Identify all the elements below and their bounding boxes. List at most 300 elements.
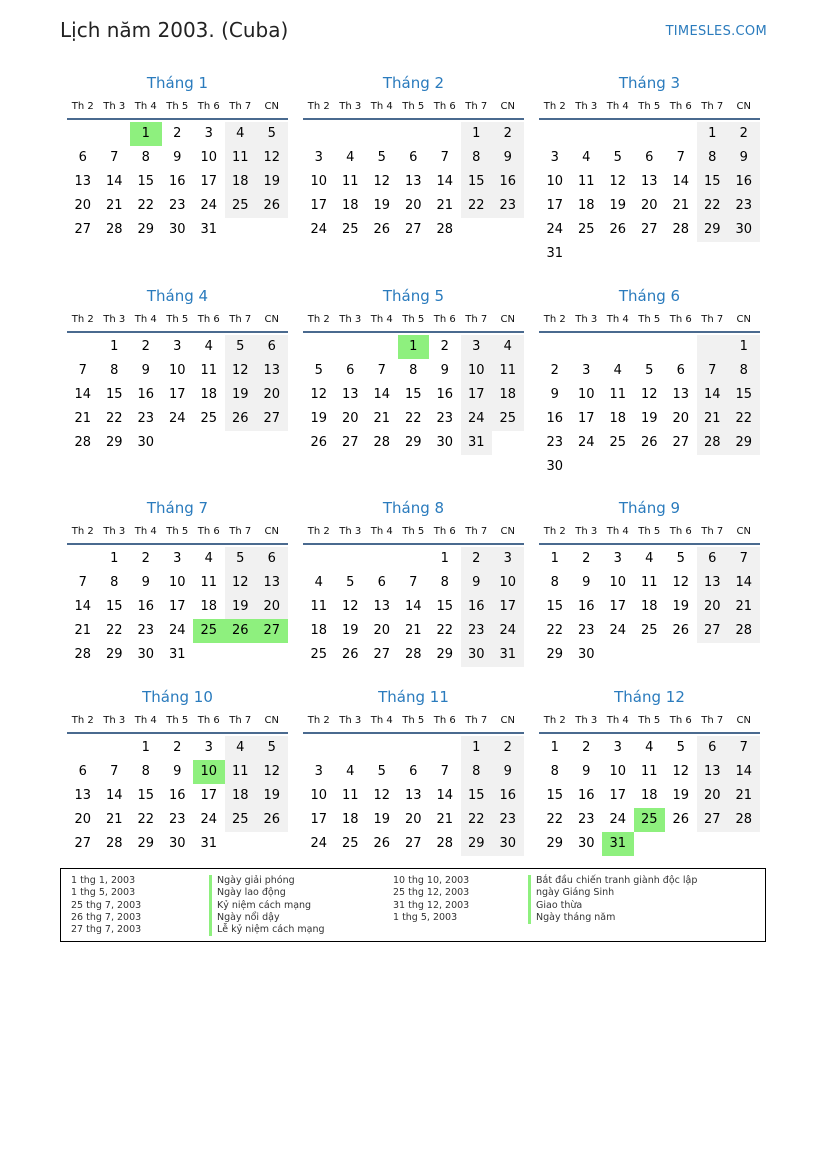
day-cell[interactable]: 27: [256, 619, 288, 643]
day-cell[interactable]: 19: [256, 170, 288, 194]
day-cell[interactable]: 21: [697, 407, 729, 431]
day-cell[interactable]: 12: [672, 764, 690, 779]
day-cell[interactable]: 10: [168, 575, 186, 590]
day-cell[interactable]: 21: [74, 623, 92, 638]
day-cell[interactable]: 30: [436, 435, 454, 450]
day-cell[interactable]: 31: [492, 643, 524, 667]
day-cell[interactable]: 21: [105, 198, 123, 213]
day-cell[interactable]: 25: [200, 411, 218, 426]
day-cell[interactable]: 5: [225, 547, 257, 571]
day-cell[interactable]: 11: [640, 764, 658, 779]
day-cell[interactable]: 25: [609, 435, 627, 450]
day-cell[interactable]: 28: [105, 836, 123, 851]
day-cell[interactable]: 2: [141, 339, 150, 354]
day-cell[interactable]: 2: [550, 363, 559, 378]
day-cell[interactable]: 18: [640, 599, 658, 614]
day-cell[interactable]: 13: [697, 571, 729, 595]
day-cell[interactable]: 1: [461, 736, 493, 760]
day-cell[interactable]: 3: [204, 126, 213, 141]
day-cell[interactable]: 9: [141, 575, 150, 590]
day-cell[interactable]: 14: [436, 174, 454, 189]
day-cell[interactable]: 29: [105, 435, 123, 450]
day-cell[interactable]: 9: [173, 150, 182, 165]
day-cell[interactable]: 6: [78, 150, 87, 165]
day-cell[interactable]: 5: [346, 575, 355, 590]
day-cell[interactable]: 9: [492, 760, 524, 784]
day-cell[interactable]: 4: [346, 150, 355, 165]
day-cell[interactable]: 30: [168, 222, 186, 237]
day-cell[interactable]: 24: [546, 222, 564, 237]
day-cell[interactable]: 12: [225, 359, 257, 383]
day-cell[interactable]: 9: [728, 146, 760, 170]
day-cell[interactable]: 24: [609, 623, 627, 638]
day-cell[interactable]: 3: [204, 740, 213, 755]
day-cell[interactable]: 2: [461, 547, 493, 571]
day-cell[interactable]: 22: [697, 194, 729, 218]
day-cell[interactable]: 12: [640, 387, 658, 402]
day-cell[interactable]: 27: [404, 836, 422, 851]
day-cell[interactable]: 11: [577, 174, 595, 189]
day-cell[interactable]: 11: [492, 359, 524, 383]
day-cell[interactable]: 19: [225, 595, 257, 619]
day-cell[interactable]: 11: [225, 146, 257, 170]
day-cell[interactable]: 16: [492, 784, 524, 808]
day-cell[interactable]: 24: [168, 623, 186, 638]
day-cell[interactable]: 11: [310, 599, 328, 614]
day-cell[interactable]: 26: [310, 435, 328, 450]
day-cell[interactable]: 16: [577, 599, 595, 614]
day-cell[interactable]: 22: [404, 411, 422, 426]
day-cell[interactable]: 1: [398, 335, 430, 359]
day-cell[interactable]: 31: [602, 832, 634, 856]
day-cell[interactable]: 27: [256, 407, 288, 431]
day-cell[interactable]: 17: [200, 788, 218, 803]
day-cell[interactable]: 24: [200, 198, 218, 213]
day-cell[interactable]: 3: [550, 150, 559, 165]
day-cell[interactable]: 29: [461, 832, 493, 856]
day-cell[interactable]: 26: [341, 647, 359, 662]
day-cell[interactable]: 7: [440, 764, 449, 779]
day-cell[interactable]: 3: [492, 547, 524, 571]
day-cell[interactable]: 30: [137, 647, 155, 662]
day-cell[interactable]: 16: [168, 788, 186, 803]
day-cell[interactable]: 26: [609, 222, 627, 237]
day-cell[interactable]: 8: [110, 363, 119, 378]
day-cell[interactable]: 10: [310, 788, 328, 803]
day-cell[interactable]: 18: [200, 387, 218, 402]
day-cell[interactable]: 6: [346, 363, 355, 378]
day-cell[interactable]: 3: [461, 335, 493, 359]
day-cell[interactable]: 19: [609, 198, 627, 213]
day-cell[interactable]: 1: [461, 122, 493, 146]
day-cell[interactable]: 5: [676, 551, 685, 566]
day-cell[interactable]: 16: [168, 174, 186, 189]
day-cell[interactable]: 17: [310, 198, 328, 213]
day-cell[interactable]: 16: [546, 411, 564, 426]
day-cell[interactable]: 5: [256, 736, 288, 760]
day-cell[interactable]: 5: [676, 740, 685, 755]
day-cell[interactable]: 28: [672, 222, 690, 237]
day-cell[interactable]: 8: [728, 359, 760, 383]
day-cell[interactable]: 6: [645, 150, 654, 165]
day-cell[interactable]: 26: [640, 435, 658, 450]
day-cell[interactable]: 30: [577, 836, 595, 851]
day-cell[interactable]: 14: [74, 599, 92, 614]
day-cell[interactable]: 23: [137, 411, 155, 426]
day-cell[interactable]: 12: [256, 760, 288, 784]
day-cell[interactable]: 9: [461, 571, 493, 595]
day-cell[interactable]: 8: [550, 575, 559, 590]
day-cell[interactable]: 13: [341, 387, 359, 402]
day-cell[interactable]: 16: [492, 170, 524, 194]
day-cell[interactable]: 25: [225, 808, 257, 832]
day-cell[interactable]: 11: [200, 363, 218, 378]
day-cell[interactable]: 9: [173, 764, 182, 779]
day-cell[interactable]: 8: [110, 575, 119, 590]
day-cell[interactable]: 10: [609, 764, 627, 779]
day-cell[interactable]: 30: [461, 643, 493, 667]
day-cell[interactable]: 8: [409, 363, 418, 378]
day-cell[interactable]: 13: [404, 788, 422, 803]
day-cell[interactable]: 13: [256, 571, 288, 595]
day-cell[interactable]: 27: [74, 222, 92, 237]
day-cell[interactable]: 4: [204, 339, 213, 354]
day-cell[interactable]: 8: [550, 764, 559, 779]
day-cell[interactable]: 2: [492, 736, 524, 760]
day-cell[interactable]: 4: [225, 736, 257, 760]
day-cell[interactable]: 3: [613, 740, 622, 755]
day-cell[interactable]: 25: [193, 619, 225, 643]
day-cell[interactable]: 23: [577, 812, 595, 827]
day-cell[interactable]: 27: [74, 836, 92, 851]
day-cell[interactable]: 4: [225, 122, 257, 146]
day-cell[interactable]: 11: [341, 174, 359, 189]
day-cell[interactable]: 27: [373, 647, 391, 662]
day-cell[interactable]: 28: [728, 808, 760, 832]
day-cell[interactable]: 10: [492, 571, 524, 595]
day-cell[interactable]: 20: [256, 383, 288, 407]
day-cell[interactable]: 20: [256, 595, 288, 619]
day-cell[interactable]: 19: [672, 788, 690, 803]
day-cell[interactable]: 27: [697, 808, 729, 832]
day-cell[interactable]: 19: [672, 599, 690, 614]
day-cell[interactable]: 24: [310, 222, 328, 237]
day-cell[interactable]: 26: [256, 194, 288, 218]
day-cell[interactable]: 13: [256, 359, 288, 383]
day-cell[interactable]: 23: [492, 808, 524, 832]
day-cell[interactable]: 7: [728, 547, 760, 571]
day-cell[interactable]: 17: [577, 411, 595, 426]
day-cell[interactable]: 19: [373, 812, 391, 827]
day-cell[interactable]: 21: [436, 812, 454, 827]
day-cell[interactable]: 22: [436, 623, 454, 638]
day-cell[interactable]: 2: [440, 339, 449, 354]
day-cell[interactable]: 4: [492, 335, 524, 359]
day-cell[interactable]: 28: [74, 435, 92, 450]
day-cell[interactable]: 10: [193, 760, 225, 784]
day-cell[interactable]: 16: [577, 788, 595, 803]
day-cell[interactable]: 4: [314, 575, 323, 590]
day-cell[interactable]: 14: [436, 788, 454, 803]
day-cell[interactable]: 22: [546, 812, 564, 827]
day-cell[interactable]: 11: [225, 760, 257, 784]
day-cell[interactable]: 4: [645, 740, 654, 755]
day-cell[interactable]: 1: [550, 551, 559, 566]
day-cell[interactable]: 27: [341, 435, 359, 450]
day-cell[interactable]: 24: [492, 619, 524, 643]
day-cell[interactable]: 6: [697, 736, 729, 760]
day-cell[interactable]: 25: [341, 222, 359, 237]
day-cell[interactable]: 2: [173, 740, 182, 755]
day-cell[interactable]: 3: [314, 764, 323, 779]
day-cell[interactable]: 21: [74, 411, 92, 426]
day-cell[interactable]: 17: [609, 599, 627, 614]
day-cell[interactable]: 31: [461, 431, 493, 455]
day-cell[interactable]: 17: [168, 599, 186, 614]
day-cell[interactable]: 23: [728, 194, 760, 218]
day-cell[interactable]: 1: [130, 122, 162, 146]
day-cell[interactable]: 13: [373, 599, 391, 614]
day-cell[interactable]: 19: [225, 383, 257, 407]
day-cell[interactable]: 22: [546, 623, 564, 638]
day-cell[interactable]: 28: [105, 222, 123, 237]
day-cell[interactable]: 2: [582, 740, 591, 755]
day-cell[interactable]: 15: [137, 174, 155, 189]
day-cell[interactable]: 13: [74, 174, 92, 189]
day-cell[interactable]: 16: [728, 170, 760, 194]
day-cell[interactable]: 6: [697, 547, 729, 571]
day-cell[interactable]: 13: [672, 387, 690, 402]
brand-link[interactable]: TIMESLES.COM: [665, 24, 767, 39]
day-cell[interactable]: 24: [609, 812, 627, 827]
day-cell[interactable]: 28: [436, 222, 454, 237]
day-cell[interactable]: 23: [168, 198, 186, 213]
day-cell[interactable]: 1: [728, 335, 760, 359]
day-cell[interactable]: 14: [672, 174, 690, 189]
day-cell[interactable]: 14: [728, 760, 760, 784]
day-cell[interactable]: 26: [672, 623, 690, 638]
day-cell[interactable]: 12: [672, 575, 690, 590]
day-cell[interactable]: 2: [141, 551, 150, 566]
day-cell[interactable]: 23: [492, 194, 524, 218]
day-cell[interactable]: 3: [613, 551, 622, 566]
day-cell[interactable]: 28: [436, 836, 454, 851]
day-cell[interactable]: 10: [461, 359, 493, 383]
day-cell[interactable]: 14: [728, 571, 760, 595]
day-cell[interactable]: 17: [609, 788, 627, 803]
day-cell[interactable]: 20: [697, 784, 729, 808]
day-cell[interactable]: 22: [105, 411, 123, 426]
day-cell[interactable]: 9: [550, 387, 559, 402]
day-cell[interactable]: 25: [225, 194, 257, 218]
day-cell[interactable]: 9: [582, 575, 591, 590]
day-cell[interactable]: 10: [200, 150, 218, 165]
day-cell[interactable]: 29: [697, 218, 729, 242]
day-cell[interactable]: 2: [173, 126, 182, 141]
day-cell[interactable]: 1: [110, 339, 119, 354]
day-cell[interactable]: 29: [436, 647, 454, 662]
day-cell[interactable]: 21: [728, 595, 760, 619]
day-cell[interactable]: 10: [546, 174, 564, 189]
day-cell[interactable]: 7: [440, 150, 449, 165]
day-cell[interactable]: 20: [697, 595, 729, 619]
day-cell[interactable]: 30: [168, 836, 186, 851]
day-cell[interactable]: 10: [577, 387, 595, 402]
day-cell[interactable]: 14: [373, 387, 391, 402]
day-cell[interactable]: 20: [74, 812, 92, 827]
day-cell[interactable]: 18: [341, 812, 359, 827]
day-cell[interactable]: 6: [409, 764, 418, 779]
day-cell[interactable]: 27: [672, 435, 690, 450]
day-cell[interactable]: 1: [141, 740, 150, 755]
day-cell[interactable]: 28: [373, 435, 391, 450]
day-cell[interactable]: 19: [256, 784, 288, 808]
day-cell[interactable]: 10: [168, 363, 186, 378]
day-cell[interactable]: 23: [137, 623, 155, 638]
day-cell[interactable]: 20: [341, 411, 359, 426]
day-cell[interactable]: 6: [256, 335, 288, 359]
day-cell[interactable]: 7: [697, 359, 729, 383]
day-cell[interactable]: 29: [546, 836, 564, 851]
day-cell[interactable]: 29: [137, 836, 155, 851]
day-cell[interactable]: 7: [110, 150, 119, 165]
day-cell[interactable]: 21: [728, 784, 760, 808]
day-cell[interactable]: 17: [546, 198, 564, 213]
day-cell[interactable]: 2: [582, 551, 591, 566]
day-cell[interactable]: 3: [173, 339, 182, 354]
day-cell[interactable]: 17: [310, 812, 328, 827]
day-cell[interactable]: 3: [582, 363, 591, 378]
day-cell[interactable]: 29: [546, 647, 564, 662]
day-cell[interactable]: 30: [492, 832, 524, 856]
day-cell[interactable]: 30: [546, 459, 564, 474]
day-cell[interactable]: 12: [310, 387, 328, 402]
day-cell[interactable]: 18: [310, 623, 328, 638]
day-cell[interactable]: 10: [609, 575, 627, 590]
day-cell[interactable]: 4: [613, 363, 622, 378]
day-cell[interactable]: 20: [74, 198, 92, 213]
day-cell[interactable]: 23: [546, 435, 564, 450]
day-cell[interactable]: 17: [492, 595, 524, 619]
day-cell[interactable]: 31: [168, 647, 186, 662]
day-cell[interactable]: 20: [640, 198, 658, 213]
day-cell[interactable]: 7: [676, 150, 685, 165]
day-cell[interactable]: 15: [697, 170, 729, 194]
day-cell[interactable]: 19: [310, 411, 328, 426]
day-cell[interactable]: 19: [373, 198, 391, 213]
day-cell[interactable]: 14: [105, 174, 123, 189]
day-cell[interactable]: 25: [640, 623, 658, 638]
day-cell[interactable]: 5: [225, 335, 257, 359]
day-cell[interactable]: 23: [436, 411, 454, 426]
day-cell[interactable]: 31: [546, 246, 564, 261]
day-cell[interactable]: 26: [373, 222, 391, 237]
day-cell[interactable]: 15: [404, 387, 422, 402]
day-cell[interactable]: 18: [200, 599, 218, 614]
day-cell[interactable]: 15: [105, 599, 123, 614]
day-cell[interactable]: 22: [105, 623, 123, 638]
day-cell[interactable]: 20: [373, 623, 391, 638]
day-cell[interactable]: 14: [105, 788, 123, 803]
day-cell[interactable]: 18: [609, 411, 627, 426]
day-cell[interactable]: 18: [225, 784, 257, 808]
day-cell[interactable]: 7: [78, 575, 87, 590]
day-cell[interactable]: 15: [137, 788, 155, 803]
day-cell[interactable]: 1: [440, 551, 449, 566]
day-cell[interactable]: 29: [404, 435, 422, 450]
day-cell[interactable]: 26: [373, 836, 391, 851]
day-cell[interactable]: 21: [436, 198, 454, 213]
day-cell[interactable]: 8: [461, 146, 493, 170]
day-cell[interactable]: 4: [645, 551, 654, 566]
day-cell[interactable]: 1: [550, 740, 559, 755]
day-cell[interactable]: 7: [78, 363, 87, 378]
day-cell[interactable]: 6: [409, 150, 418, 165]
day-cell[interactable]: 21: [672, 198, 690, 213]
day-cell[interactable]: 12: [225, 571, 257, 595]
day-cell[interactable]: 26: [672, 812, 690, 827]
day-cell[interactable]: 4: [346, 764, 355, 779]
day-cell[interactable]: 26: [225, 619, 257, 643]
day-cell[interactable]: 28: [74, 647, 92, 662]
day-cell[interactable]: 18: [225, 170, 257, 194]
day-cell[interactable]: 12: [609, 174, 627, 189]
day-cell[interactable]: 9: [440, 363, 449, 378]
day-cell[interactable]: 14: [404, 599, 422, 614]
day-cell[interactable]: 1: [110, 551, 119, 566]
day-cell[interactable]: 24: [200, 812, 218, 827]
day-cell[interactable]: 17: [461, 383, 493, 407]
day-cell[interactable]: 25: [492, 407, 524, 431]
day-cell[interactable]: 19: [640, 411, 658, 426]
day-cell[interactable]: 15: [461, 784, 493, 808]
day-cell[interactable]: 28: [404, 647, 422, 662]
day-cell[interactable]: 27: [640, 222, 658, 237]
day-cell[interactable]: 15: [546, 599, 564, 614]
day-cell[interactable]: 27: [697, 619, 729, 643]
day-cell[interactable]: 29: [728, 431, 760, 455]
day-cell[interactable]: 29: [105, 647, 123, 662]
day-cell[interactable]: 3: [314, 150, 323, 165]
day-cell[interactable]: 24: [168, 411, 186, 426]
day-cell[interactable]: 5: [377, 150, 386, 165]
day-cell[interactable]: 4: [582, 150, 591, 165]
day-cell[interactable]: 15: [461, 170, 493, 194]
day-cell[interactable]: 5: [256, 122, 288, 146]
day-cell[interactable]: 2: [492, 122, 524, 146]
day-cell[interactable]: 16: [436, 387, 454, 402]
day-cell[interactable]: 7: [728, 736, 760, 760]
day-cell[interactable]: 8: [461, 760, 493, 784]
day-cell[interactable]: 31: [200, 836, 218, 851]
day-cell[interactable]: 26: [256, 808, 288, 832]
day-cell[interactable]: 9: [141, 363, 150, 378]
day-cell[interactable]: 30: [137, 435, 155, 450]
day-cell[interactable]: 26: [225, 407, 257, 431]
day-cell[interactable]: 19: [341, 623, 359, 638]
day-cell[interactable]: 11: [341, 788, 359, 803]
day-cell[interactable]: 11: [640, 575, 658, 590]
day-cell[interactable]: 20: [404, 198, 422, 213]
day-cell[interactable]: 30: [577, 647, 595, 662]
day-cell[interactable]: 8: [697, 146, 729, 170]
day-cell[interactable]: 8: [141, 150, 150, 165]
day-cell[interactable]: 22: [461, 194, 493, 218]
day-cell[interactable]: 6: [377, 575, 386, 590]
day-cell[interactable]: 18: [640, 788, 658, 803]
day-cell[interactable]: 7: [377, 363, 386, 378]
day-cell[interactable]: 16: [137, 387, 155, 402]
